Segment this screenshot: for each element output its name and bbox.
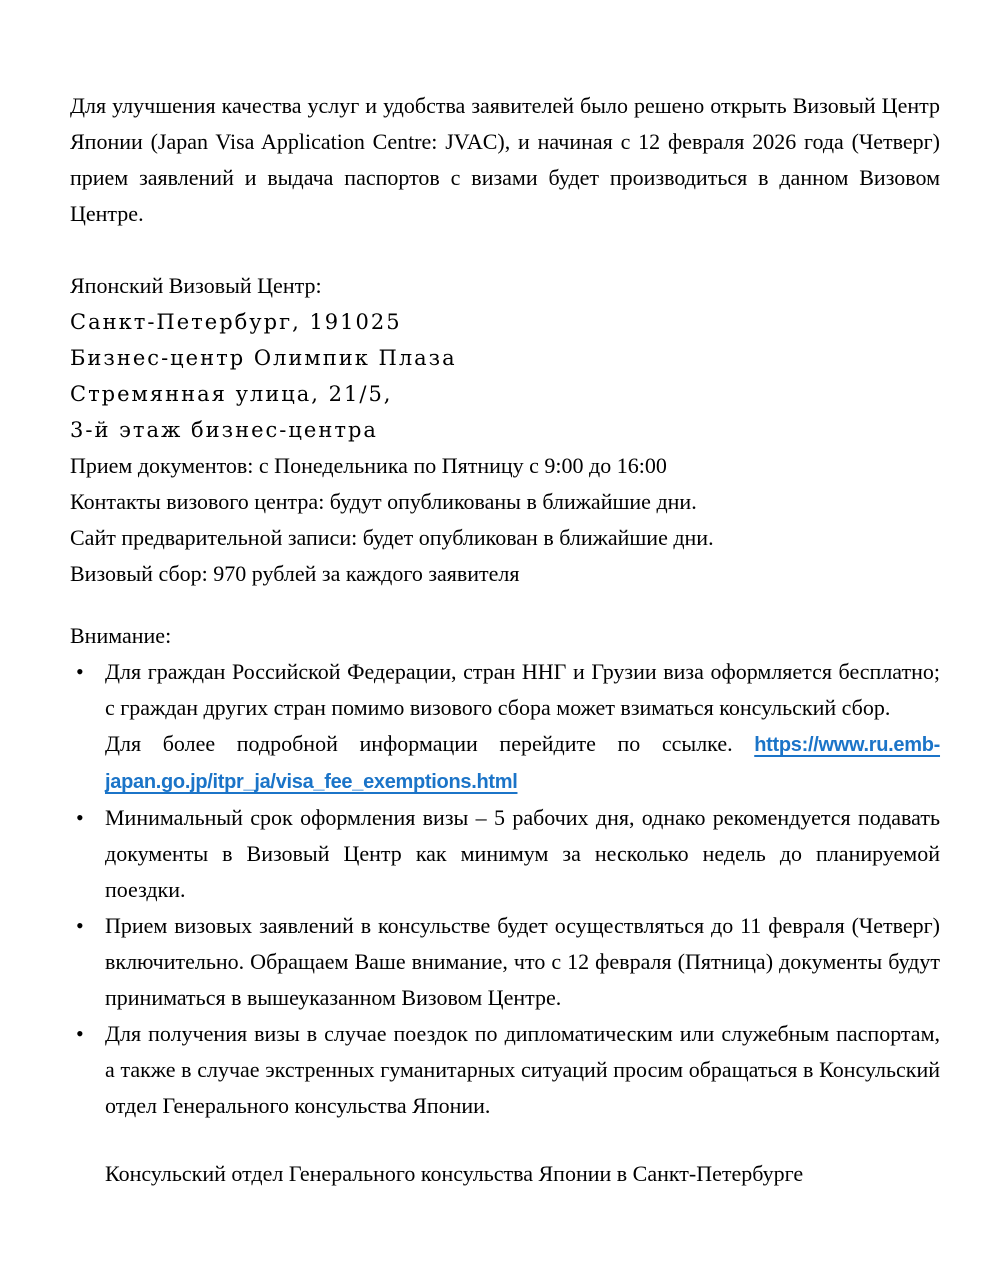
bullet-link-paragraph (105, 726, 940, 800)
bullet-icon: • (76, 1021, 84, 1046)
bullet-list (70, 654, 940, 1124)
bullet-item-diplomatic-passports (70, 1016, 940, 1124)
attention-label: Внимание: (70, 623, 172, 648)
address-block (70, 268, 940, 448)
link-intro-text: Для более подробной информации перейдите по ссылке. (105, 731, 733, 756)
address-line-building: Бизнес-центр Олимпик Плаза (70, 346, 457, 370)
bullet-item-processing-time (70, 800, 940, 908)
consulate-signature-line: Консульский отдел Генерального консульства Японии в Санкт-Петербурге (105, 1161, 804, 1186)
bullet-text: Для граждан Российской Федерации, стран ННГ и Грузии виза оформляется бесплатно; с граждан других стран помимо визового сбора может взиматься консульский сбор. (105, 659, 940, 720)
address-line-street: Стремянная улица, 21/5, (70, 382, 393, 406)
address-line-floor: 3-й этаж бизнес-центра (70, 418, 378, 442)
info-line-visa-fee: Визовый сбор: 970 рублей за каждого заявителя (70, 561, 520, 586)
bullet-icon: • (76, 659, 84, 684)
bullet-text: Прием визовых заявлений в консульстве будет осуществляться до 11 февраля (Четверг) включительно. Обращаем Ваше внимание, что с 12 февраля (Пятница) документы будут приниматься в вышеуказанном Визовом Центре. (105, 913, 940, 1010)
bullet-text: Минимальный срок оформления визы – 5 рабочих дня, однако рекомендуется подавать документы в Визовый Центр как минимум за несколько недель до планируемой поездки. (105, 805, 940, 902)
info-line-contacts: Контакты визового центра: будут опубликованы в ближайшие дни. (70, 489, 697, 514)
address-title: Японский Визовый Центр: (70, 273, 322, 298)
bullet-item-consulate-deadline (70, 908, 940, 1016)
info-line-hours: Прием документов: с Понедельника по Пятницу с 9:00 до 16:00 (70, 453, 667, 478)
address-line-city: Санкт-Петербург, 191025 (70, 310, 402, 334)
info-block (70, 448, 940, 592)
bullet-text: Для получения визы в случае поездок по дипломатическим или служебным паспортам, а также в случае экстренных гуманитарных ситуаций просим обращаться в Консульский отдел Генерального консульства Японии. (105, 1021, 940, 1118)
bullet-icon: • (76, 805, 84, 830)
intro-paragraph: Для улучшения качества услуг и удобства заявителей было решено открыть Визовый Центр Японии (Japan Visa Application Centre: JVAC), и начиная с 12 февраля 2026 года (Четверг) прием заявлений и выдача паспортов с визами будет производиться в данном Визовом Центре. (70, 93, 940, 226)
info-line-booking-site: Сайт предварительной записи: будет опубликован в ближайшие дни. (70, 525, 714, 550)
bullet-icon: • (76, 913, 84, 938)
visa-fee-exemptions-link[interactable]: https://www.ru.emb-japan.go.jp/itpr_ja/visa_fee_exemptions.html (105, 734, 941, 793)
bullet-item-fee-exemption (70, 654, 940, 800)
